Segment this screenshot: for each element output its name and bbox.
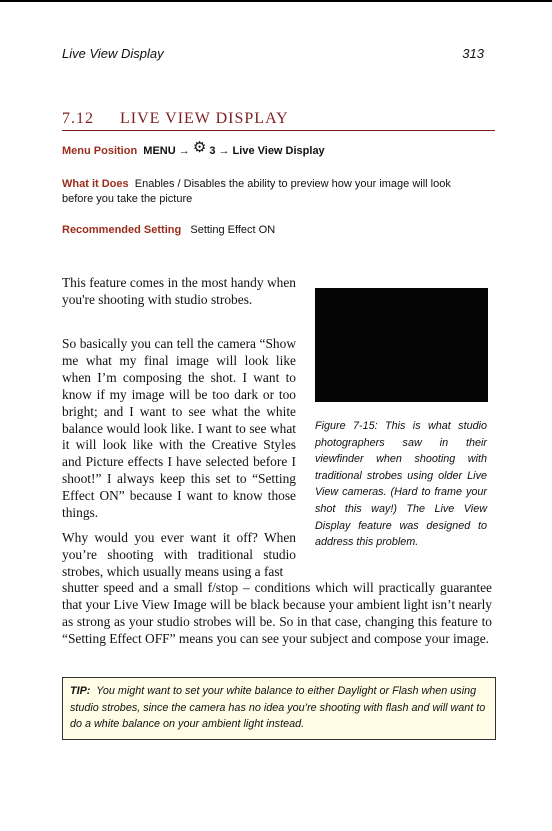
- section-number: 7.12: [62, 110, 94, 127]
- paragraph-explanation: [62, 336, 296, 529]
- figure-black-viewfinder-image: [315, 288, 488, 402]
- paragraph-text: shutter speed and a small f/stop – conditions which will practically guarantee that your Live View Image will be black because your ambient light isn’t nearly as strong as your studio strobes will be. So in that case, changing this feature to “Setting Effect OFF” means you can see your subject and compose your image.: [62, 580, 492, 646]
- recommended-setting-line: [62, 223, 275, 238]
- menu-position-label: Menu Position: [62, 145, 138, 157]
- tip-box: [62, 677, 496, 740]
- recommended-setting-label: Recommended Setting: [62, 224, 182, 236]
- top-border: [0, 0, 552, 2]
- paragraph-why-off-continued: [62, 580, 492, 655]
- paragraph-text: This feature comes in the most handy when you're shooting with studio strobes.: [62, 275, 296, 307]
- tip-label: TIP:: [70, 685, 91, 697]
- section-heading: [62, 110, 495, 131]
- paragraph-text: So basically you can tell the camera “Show me what my final image will look like when I’m composing the shot. I want to know if my image will be too dark or too bright; and I want to see what the white balance would look like. I want to see what it will look like with the Creative Styles and Picture effects I have selected before I shoot!” I always keep this set to “Setting Effect ON” because I want to know those things.: [62, 336, 296, 521]
- gear-icon: ⚙: [192, 139, 207, 156]
- section-title: LIVE VIEW DISPLAY: [120, 110, 289, 127]
- figure-caption: Figure 7-15: This is what studio photographers saw in their viewfinder when shooting with traditional strobes using older Live View cameras. (Hard to frame your shot this way!) The Live View Display feature was designed to address this problem.: [315, 420, 487, 549]
- paragraph-intro: [62, 275, 296, 316]
- page-number: 313: [462, 46, 484, 61]
- recommended-setting-value: Setting Effect ON: [190, 224, 276, 236]
- menu-path-start: MENU →: [143, 145, 190, 157]
- what-it-does-line: [62, 177, 472, 207]
- menu-position-line: [62, 139, 325, 159]
- tip-text: You might want to set your white balance to either Daylight or Flash when using studio strobes, since the camera has no idea you’re shooting with flash and will want to do a white balance on your ambient light instead.: [70, 685, 486, 731]
- running-header-title: Live View Display: [62, 46, 164, 61]
- what-it-does-label: What it Does: [62, 178, 129, 190]
- menu-path-end: 3 → Live View Display: [209, 145, 325, 157]
- paragraph-text: Why would you ever want it off? When you’re shooting with traditional studio strobes, which usually means using a fast: [62, 530, 296, 579]
- what-it-does-text: Enables / Disables the ability to preview how your image will look before you take the picture: [62, 178, 451, 205]
